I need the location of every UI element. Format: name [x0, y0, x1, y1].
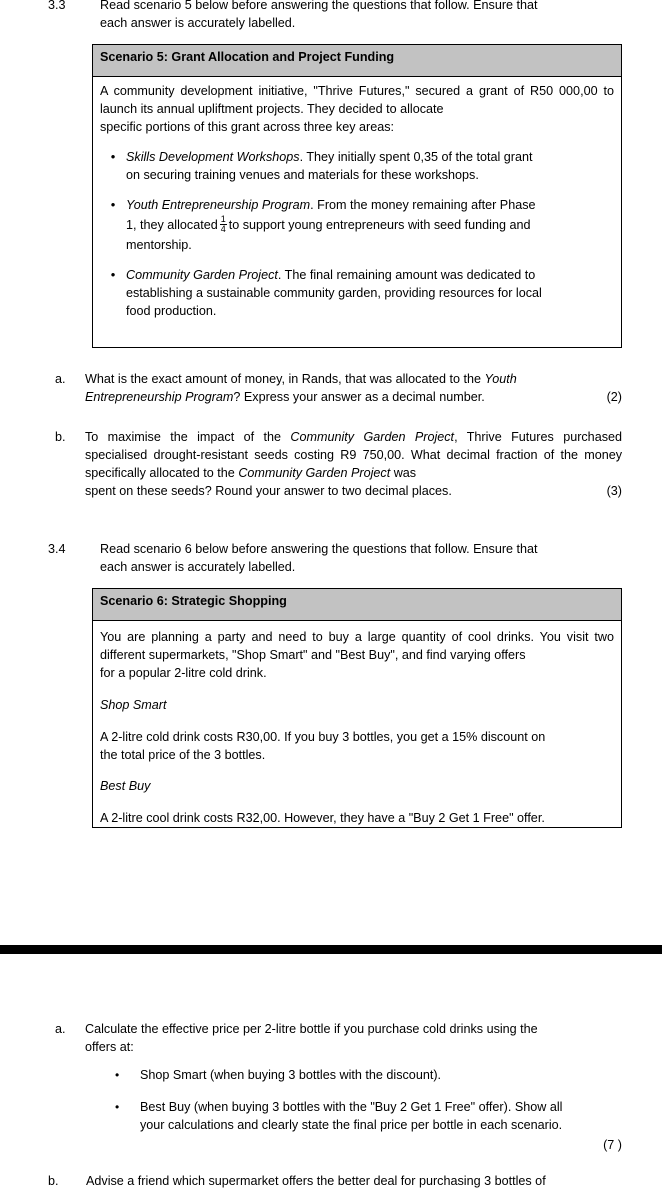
- question-3-4-a-bullet-2-line2: your calculations and clearly state the final price per bottle in each scenario.: [140, 1118, 563, 1132]
- question-3-4-a-bullet-1-text: Shop Smart (when buying 3 bottles with the discount).: [140, 1068, 442, 1082]
- scenario-6-body: [93, 621, 621, 833]
- question-3-3-a-line1-ital: Youth: [484, 372, 517, 386]
- scenario-6-intro: [100, 628, 614, 682]
- question-3-4-a-line2: offers at:: [85, 1040, 134, 1054]
- question-3-4-a-line1: Calculate the effective price per 2-litre bottle if you purchase cold drinks using the: [85, 1022, 538, 1036]
- question-3-4-a: [55, 1020, 622, 1056]
- question-3-3-b-line1-post: , Thrive Futures: [454, 430, 554, 444]
- scenario-6-store-1-offer: [100, 728, 614, 764]
- question-3-3-b-line3-post: was: [390, 466, 417, 480]
- marks-2: (2): [606, 390, 622, 404]
- question-3-3-a: [55, 370, 622, 406]
- marks-7: (7 ): [603, 1138, 622, 1152]
- question-3-3-b-line1-pre: To maximise the impact of the: [85, 430, 291, 444]
- scenario-6-store-1-line1: A 2-litre cold drink costs R30,00. If you buy 3 bottles, you get a 15% discount on: [100, 730, 546, 744]
- scenario-5-intro-line1: A community development initiative, "Thrive Futures," secured a grant of: [100, 84, 525, 98]
- scenario-6-intro-line2: two different supermarkets, "Shop Smart" and "Best Buy", and find varying offers: [100, 630, 614, 662]
- scenario-6-title: Scenario 6: Strategic Shopping: [93, 589, 621, 621]
- scenario-6-box: [92, 588, 622, 828]
- scenario-5-bullet-1: [100, 148, 614, 184]
- scenario-6-store-2-name: [100, 777, 614, 795]
- scenario-6-intro-line3: for a popular 2-litre cold drink.: [100, 666, 267, 680]
- scenario-5-bullet-3-term: Community Garden Project: [126, 268, 278, 282]
- question-3-3-b-line4-text: spent on these seeds? Round your answer to two decimal places.: [85, 484, 452, 498]
- question-3-4-text: [100, 540, 622, 576]
- scenario-6-store-1-name: [100, 696, 614, 714]
- question-3-3-b-line3-pre: fraction of the money specifically allocated to the: [85, 448, 623, 480]
- question-3-4-line2: each answer is accurately labelled.: [100, 560, 296, 574]
- question-number-3-4: 3.4: [48, 542, 66, 556]
- fraction-denominator: 4: [220, 223, 226, 234]
- scenario-5-bullet-2: [100, 196, 614, 254]
- scenario-5-bullet-2-line2: [126, 214, 614, 236]
- scenario-5-bullet-3: [100, 266, 614, 320]
- question-3-3-b-letter: b.: [55, 430, 66, 444]
- question-3-3-line1: Read scenario 5 below before answering the questions that follow. Ensure that: [100, 0, 538, 12]
- scenario-5-bullet-1-term: Skills Development Workshops: [126, 150, 300, 164]
- question-3-4-b-line1: Advise a friend which supermarket offers the better deal for purchasing 3 bottles of: [86, 1174, 546, 1188]
- scenario-5-body: [93, 77, 621, 326]
- question-3-3-stem: [48, 0, 622, 32]
- question-3-4-b-letter: b.: [48, 1174, 59, 1188]
- bullet-dot-icon: •: [110, 149, 116, 164]
- scenario-5-bullet-1-line2: on securing training venues and materials for these workshops.: [126, 168, 479, 182]
- scenario-6-store-1-line2: the total price of the 3 bottles.: [100, 748, 266, 762]
- question-3-4-a-letter: a.: [55, 1022, 66, 1036]
- bullet-dot-icon: •: [110, 197, 116, 212]
- question-3-3-line2: each answer is accurately labelled.: [100, 16, 296, 30]
- page-break-bar: [0, 945, 662, 954]
- scenario-5-bullet-3-line2: establishing a sustainable community garden, providing resources for local: [126, 286, 542, 300]
- scenario-5-intro-line3: specific portions of this grant across three key areas:: [100, 120, 394, 134]
- question-3-4-a-bullet-1: [115, 1066, 622, 1084]
- scenario-5-bullet-2-line2-post: to support young entrepreneurs with seed funding and: [228, 218, 531, 232]
- store-best-buy-label: Best Buy: [100, 779, 151, 793]
- scenario-5-bullet-3-line3: food production.: [126, 304, 217, 318]
- scenario-5-bullet-2-line1: . From the money remaining after Phase: [310, 198, 536, 212]
- bullet-dot-icon: •: [110, 267, 116, 282]
- scenario-5-intro-line2: R50 000,00 to launch its annual upliftment projects. They decided to allocate: [100, 84, 614, 116]
- bullet-dot-icon: •: [115, 1068, 120, 1082]
- question-3-4-stem: [48, 540, 622, 576]
- question-3-3-b-line1-ital: Community Garden Project: [290, 430, 455, 444]
- question-3-3-a-line2-post: ? Express your answer as a decimal number.: [233, 390, 485, 404]
- question-3-3-text: [100, 0, 622, 32]
- question-3-3-b-line4: [85, 482, 622, 500]
- scenario-5-bullet-2-term: Youth Entrepreneurship Program: [126, 198, 311, 212]
- scenario-5-bullet-3-line1: . The final remaining amount was dedicated to: [277, 268, 536, 282]
- marks-3: (3): [606, 484, 622, 498]
- scenario-5-title: Scenario 5: Grant Allocation and Project Funding: [93, 45, 621, 77]
- scenario-5-bullet-2-line3: mentorship.: [126, 238, 192, 252]
- scenario-6-store-2-offer: A 2-litre cool drink costs R32,00. However, they have a "Buy 2 Get 1 Free" offer.: [100, 811, 545, 825]
- scenario-6-intro-line1: You are planning a party and need to buy a large quantity of cool drinks. You visit: [100, 630, 589, 644]
- scenario-5-bullet-1-line1: . They initially spent 0,35 of the total grant: [299, 150, 533, 164]
- question-3-4-b: [48, 1172, 622, 1190]
- question-3-3-a-line2: [85, 388, 622, 406]
- question-3-3-b-line2: purchased specialised drought-resistant seeds costing R9 750,00. What decimal: [85, 430, 622, 462]
- scenario-5-bullet-2-line2-pre: 1, they allocated: [126, 218, 218, 232]
- question-3-3-a-line2-ital: Entrepreneurship Program: [85, 390, 234, 404]
- question-3-3-b-line3-ital: Community Garden Project: [238, 466, 391, 480]
- question-3-4-a-bullet-2-line1: Best Buy (when buying 3 bottles with the "Buy 2 Get 1 Free" offer). Show all: [140, 1100, 563, 1114]
- scenario-5-intro: [100, 82, 614, 136]
- scenario-5-box: [92, 44, 622, 348]
- question-3-4-a-bullet-2: [115, 1098, 622, 1134]
- question-3-3-b: [55, 428, 622, 500]
- fraction-one-quarter: [220, 215, 227, 234]
- question-3-3-a-line1-pre: What is the exact amount of money, in Rands, that was allocated to the: [85, 372, 485, 386]
- question-3-4-line1: Read scenario 6 below before answering the questions that follow. Ensure that: [100, 542, 538, 556]
- question-number-3-3: 3.3: [48, 0, 66, 12]
- fraction-numerator: 1: [220, 213, 226, 224]
- question-3-3-a-letter: a.: [55, 372, 66, 386]
- bullet-dot-icon: •: [115, 1100, 120, 1114]
- store-shop-smart-label: Shop Smart: [100, 698, 167, 712]
